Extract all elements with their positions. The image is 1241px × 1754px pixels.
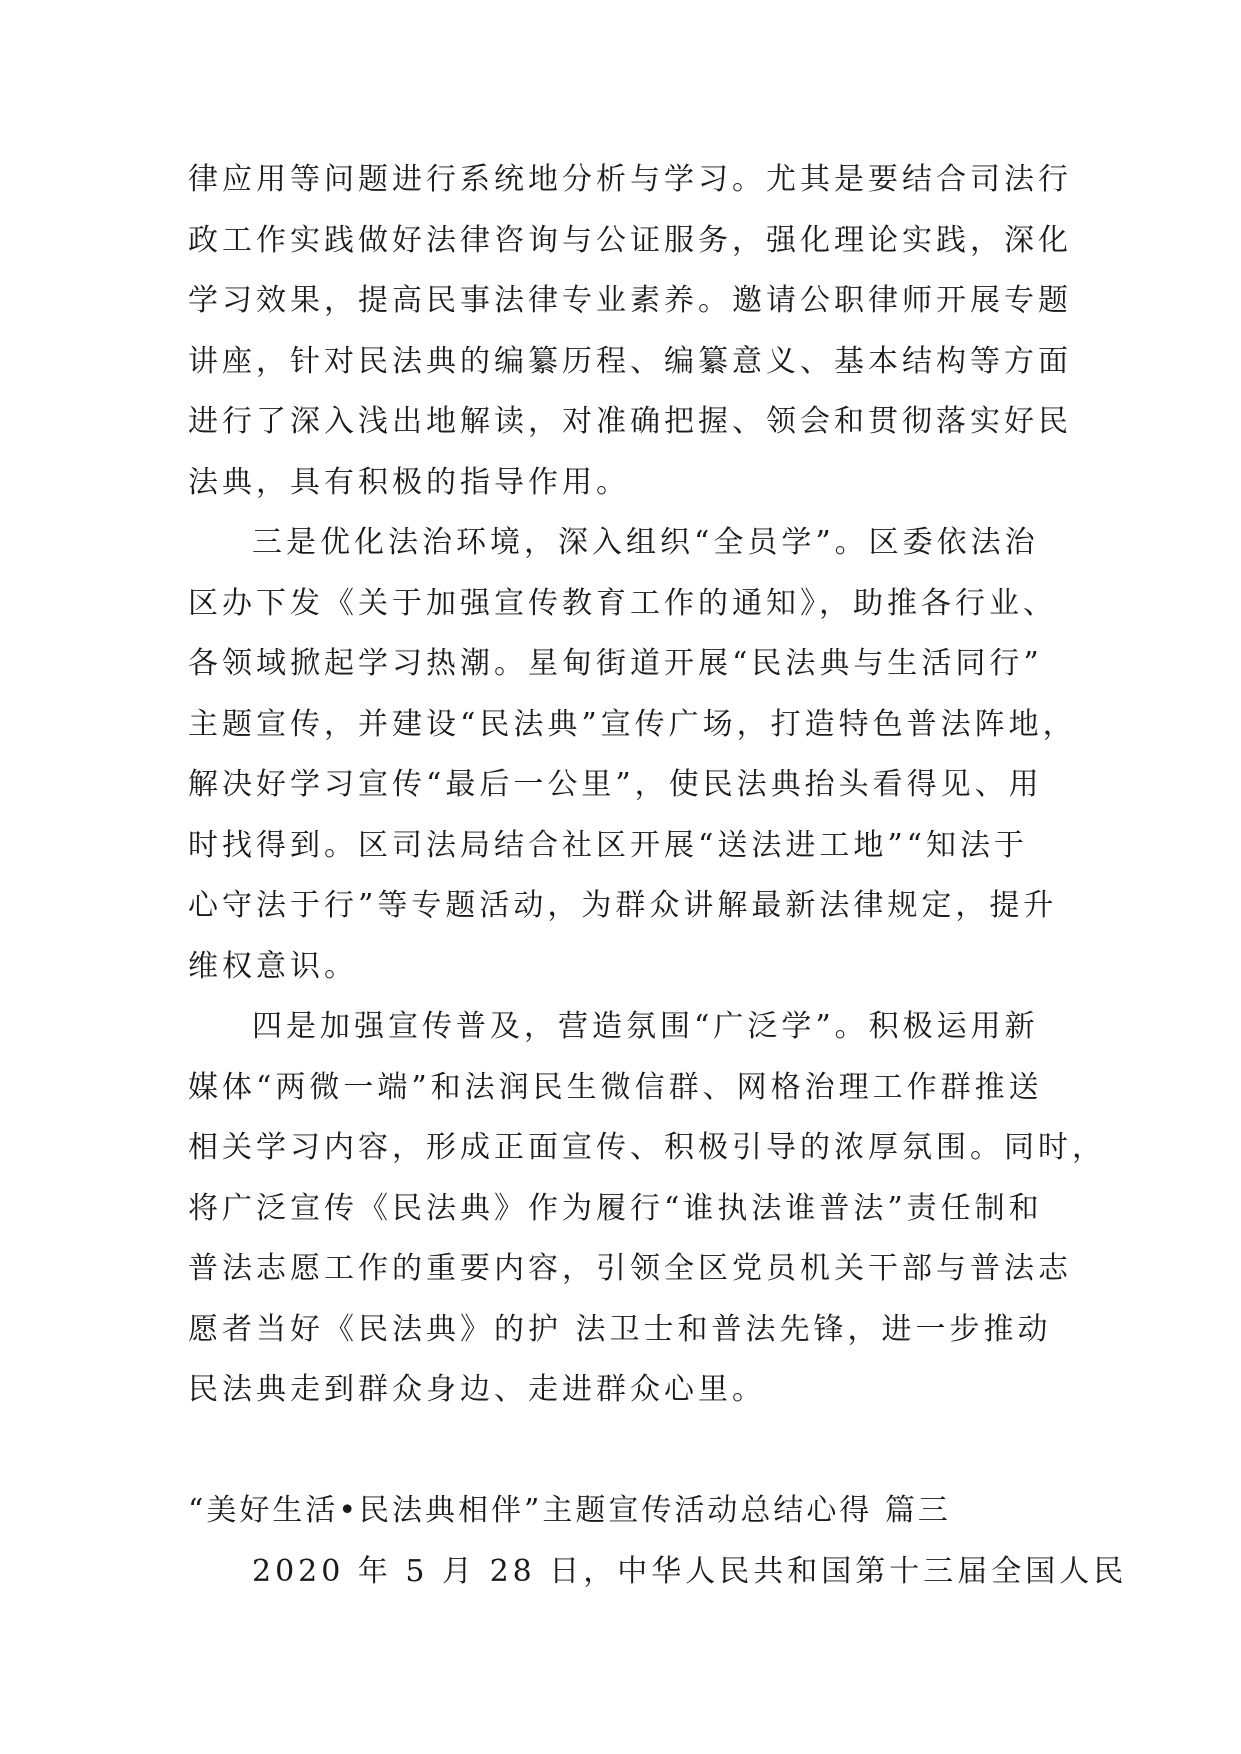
document-body — [188, 150, 1128, 1602]
text-line: 解决好学习宣传“最后一公里”，使民法典抬头看得见、用 — [188, 767, 1043, 802]
text-line: 学习效果，提高民事法律专业素养。邀请公职律师开展专题 — [188, 283, 1072, 318]
text-line: 普法志愿工作的重要内容，引领全区党员机关干部与普法志 — [188, 1251, 1072, 1286]
text-line: 时找得到。区司法局结合社区开展“送法进工地”“知法于 — [188, 827, 1029, 863]
text-line: 将广泛宣传《民法典》作为履行“谁执法谁普法”责任制和 — [188, 1190, 1043, 1226]
text-line: 各领域掀起学习热潮。星甸街道开展“民法典与生活同行” — [188, 646, 1043, 681]
text-line: 维权意识。 — [188, 948, 358, 984]
text-line: 民法典走到群众身边、走进群众心里。 — [188, 1372, 766, 1407]
text-line: 媒体“两微一端”和法润民生微信群、网格治理工作群推送 — [188, 1069, 1043, 1105]
text-line: 相关学习内容，形成正面宣传、积极引导的浓厚氛围。同时， — [188, 1130, 1106, 1165]
paragraph-spacer — [188, 1421, 1058, 1482]
text-line: 主题宣传，并建设“民法典”宣传广场，打造特色普法阵地， — [188, 706, 1077, 742]
text-line: 政工作实践做好法律咨询与公证服务，强化理论实践，深化 — [188, 222, 1072, 258]
text-line: 区办下发《关于加强宣传教育工作的通知》，助推各行业、 — [188, 585, 1057, 621]
section-heading: “美好生活•民法典相伴”主题宣传活动总结心得 篇三 — [188, 1493, 951, 1528]
text-line: 心守法于行”等专题活动，为群众讲解最新法律规定，提升 — [188, 888, 1058, 923]
paragraph — [188, 513, 1077, 997]
paragraph — [188, 1542, 1128, 1603]
paragraph — [188, 150, 1072, 513]
paragraph — [188, 997, 1106, 1421]
text-line: 讲座，针对民法典的编纂历程、编纂意义、基本结构等方面 — [188, 343, 1072, 379]
text-line: 进行了深入浅出地解读，对准确把握、领会和贯彻落实好民 — [188, 404, 1072, 439]
text-line: 2020 年 5 月 28 日，中华人民共和国第十三届全国人民 — [252, 1553, 1128, 1589]
text-line: 四是加强宣传普及，营造氛围“广泛学”。积极运用新 — [252, 1009, 1039, 1044]
text-line: 愿者当好《民法典》的护 法卫士和普法先锋，进一步推动 — [188, 1311, 1052, 1347]
text-line: 三是优化法治环境，深入组织“全员学”。区委依法治 — [252, 525, 1039, 560]
text-line: 法典，具有积极的指导作用。 — [188, 464, 630, 500]
text-line: 律应用等问题进行系统地分析与学习。尤其是要结合司法行 — [188, 162, 1072, 197]
